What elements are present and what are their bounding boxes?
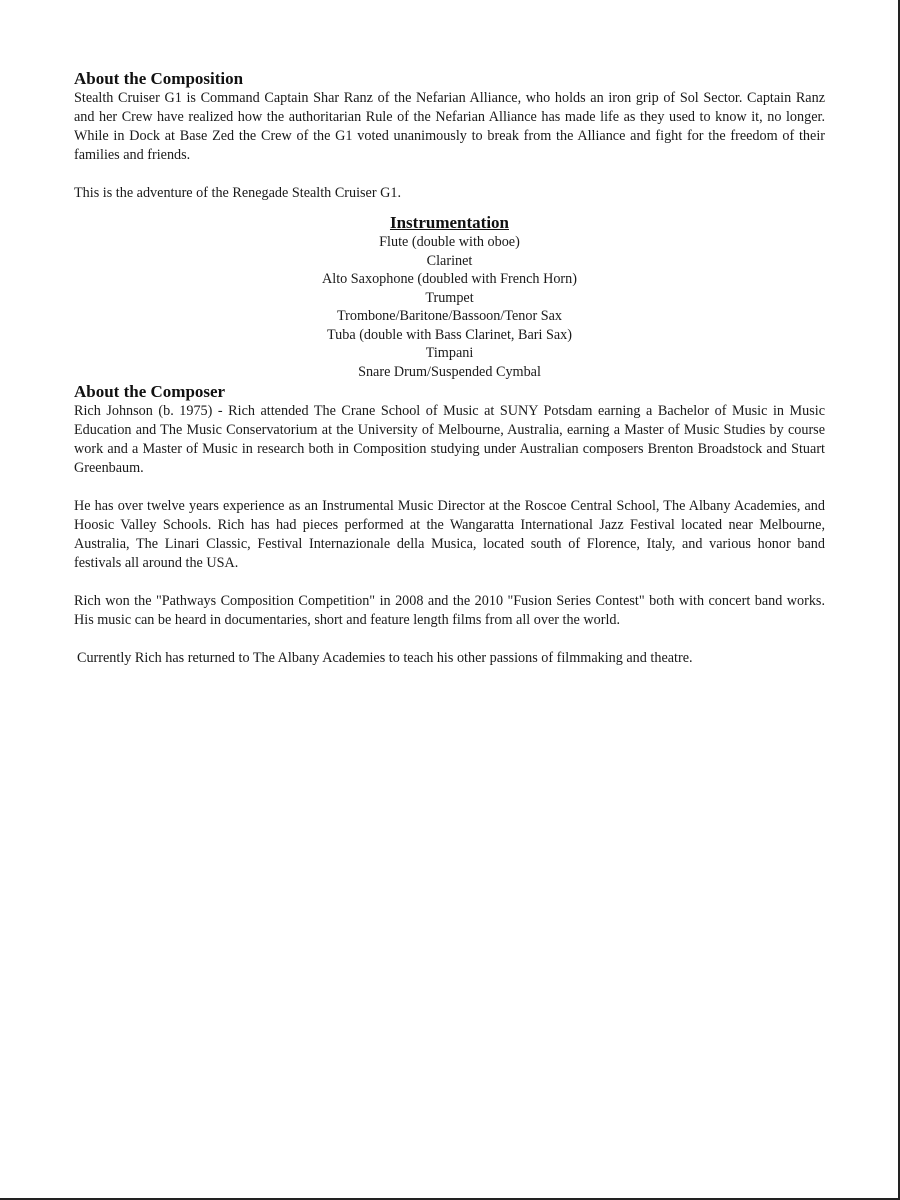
about-composition-section: [74, 68, 825, 203]
instrumentation-section: [74, 212, 825, 381]
about-composition-heading: About the Composition: [74, 69, 244, 88]
instrument-item: Timpani: [425, 345, 474, 361]
document-content: [74, 68, 825, 668]
paragraph-spacer: [74, 573, 825, 592]
instrument-item: Flute (double with oboe): [379, 234, 520, 250]
instrumentation-heading: Instrumentation: [389, 213, 509, 232]
composition-paragraph: This is the adventure of the Renegade Stealth Cruiser G1.: [74, 185, 402, 201]
instrument-item: Tuba (double with Bass Clarinet, Bari Sax): [327, 326, 572, 343]
about-composer-section: [74, 381, 825, 668]
composition-paragraph: Stealth Cruiser G1 is Command Captain Shar Ranz of the Nefarian Alliance, who holds an iron grip of Sol Sector. Captain Ranz and her Crew have realized how the authoritarian Rule of the Nefarian Alliance has made life as they used to know it, no longer. While in Dock at Base Zed the Crew of the G1 voted unanimously to break from the Alliance and fight for the freedom of their families and friends.: [74, 90, 825, 163]
composer-paragraph: Currently Rich has returned to The Albany Academies to teach his other passions of filmmaking and theatre.: [77, 650, 693, 666]
instrumentation-list: [74, 233, 825, 381]
instrument-item: Trombone/Baritone/Bassoon/Tenor Sax: [336, 308, 563, 324]
composer-paragraph: Rich won the "Pathways Composition Competition" in 2008 and the 2010 "Fusion Series Contest" both with concert band works. His music can be heard in documentaries, short and feature length films from all over the world.: [74, 593, 825, 628]
paragraph-spacer: [74, 630, 825, 649]
composer-paragraph: Rich Johnson (b. 1975) - Rich attended The Crane School of Music at SUNY Potsdam earning a Bachelor of Music in Music Education and The Music Conservatorium at the University of Melbourne, Australia, earning a Master of Music Studies by course work and a Master of Music in research both in Composition studying under Australian composers Brenton Broadstock and Stuart Greenbaum.: [74, 403, 825, 476]
instrument-item: Clarinet: [426, 252, 473, 269]
paragraph-spacer: [74, 165, 825, 184]
instrument-item: Snare Drum/Suspended Cymbal: [358, 363, 541, 380]
instrument-item: Trumpet: [425, 289, 474, 306]
about-composer-heading: About the Composer: [74, 382, 226, 401]
composer-paragraph: He has over twelve years experience as an Instrumental Music Director at the Roscoe Central School, The Albany Academies, and Hoosic Valley Schools. Rich has had pieces performed at the Wangaratta International Jazz Festival located near Melbourne, Australia, The Linari Classic, Festival Internazionale della Musica, located south of Florence, Italy, and various honor band festivals all around the USA.: [74, 498, 825, 571]
instrument-item: Alto Saxophone (doubled with French Horn): [322, 271, 577, 287]
paragraph-spacer: [74, 478, 825, 497]
